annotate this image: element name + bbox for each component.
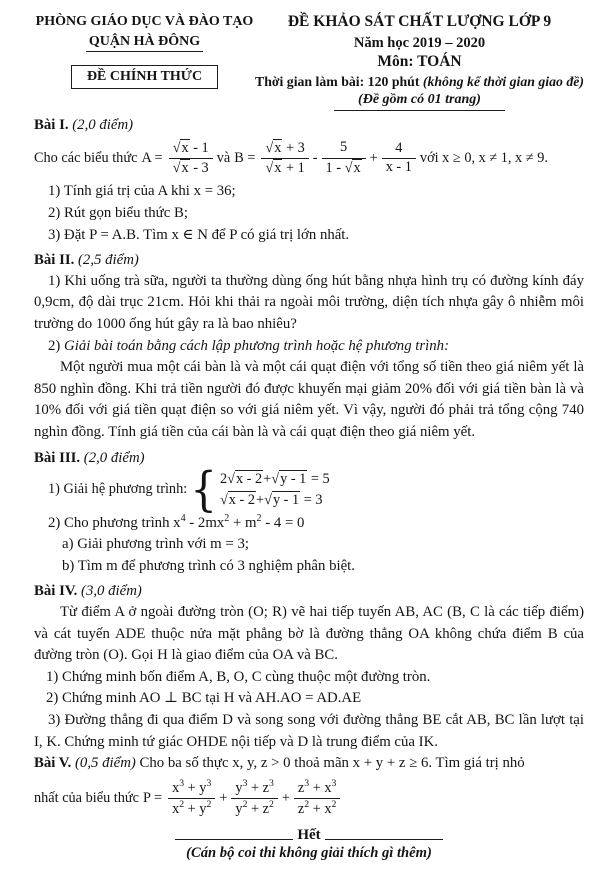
fraction-b1 xyxy=(261,139,308,179)
section-bai-4 xyxy=(34,581,584,753)
section-heading-bai1 xyxy=(34,115,584,136)
bai5-continuation-text: nhất của biểu thức xyxy=(34,789,140,806)
section-points: (2,0 điểm) xyxy=(83,449,145,466)
bai5-intro-text: Cho ba số thực x, y, z > 0 thoả mãn x + y + z ≥ 6. Tìm giá trị nhỏ xyxy=(139,755,525,772)
end-word: Hết xyxy=(297,827,321,843)
plus-operator: + xyxy=(281,789,290,806)
bai3-item-1-label: 1) Giải hệ phương trình: xyxy=(48,481,188,498)
end-rule-right xyxy=(325,839,443,840)
expr-a-label: A = xyxy=(141,149,163,166)
bai5-intro-line xyxy=(34,753,584,775)
bai4-intro: Từ điểm A ở ngoài đường tròn (O; R) vẽ hai tiếp tuyến AB, AC (B, C là các tiếp điểm) và cát tuyến ADE thuộc nửa mặt phẳng bờ là đường thẳng OA không chứa điểm B của đường tròn (O). Gọi H là giao điểm của OA và BC. xyxy=(34,604,584,664)
system-equations xyxy=(220,470,330,509)
fraction-b2-numerator: 5 xyxy=(322,139,366,159)
section-label: Bài IV. xyxy=(34,583,78,600)
section-label: Bài I. xyxy=(34,116,69,133)
bai4-item-3: 3) Đường thẳng đi qua điểm D và song song với đường thẳng BE cắt AB, BC lần lượt tại I, K. Chứng minh tứ giác OHDE nội tiếp và D là trung điểm của IK. xyxy=(34,711,584,750)
section-heading-bai3 xyxy=(34,448,584,469)
bai2-item-1: 1) Khi uống trà sữa, người ta thường dùng ống hút bằng nhựa hình trụ có đường kính đáy 0,9cm, độ dài trục 21cm. Hỏi khi thải ra ngoài môi trường, diện tích nhựa gây ô nhiễm môi trường do 1000 ống hút gây ra là bao nhiêu? xyxy=(34,272,584,333)
fraction-p1 xyxy=(168,778,215,819)
fraction-p2-denominator: $y^2 + z^2$ xyxy=(235,799,274,818)
bai3-item-2: 2) Cho phương trình $x^4 - 2mx^2 + m^2 - 4 = 0$ xyxy=(48,512,305,531)
issuer-line2: QUẬN HÀ ĐÔNG xyxy=(86,34,203,52)
minus-operator: - xyxy=(312,149,318,166)
bai1-item-2: 2) Rút gọn biểu thức B; xyxy=(48,204,188,221)
and-word: và xyxy=(216,149,231,166)
bai1-item-1: 1) Tính giá trị của A khi x = 36; xyxy=(48,183,236,200)
fraction-b3-denominator: x - 1 xyxy=(385,159,412,176)
domain-condition: với x ≥ 0, x ≠ 1, x ≠ 9. xyxy=(419,149,548,166)
section-points: (0,5 điểm) xyxy=(75,755,136,772)
bai5-formula-line xyxy=(34,778,584,819)
bai4-item-1: 1) Chứng minh bốn điểm A, B, O, C cùng thuộc một đường tròn. xyxy=(46,668,431,685)
section-label: Bài III. xyxy=(34,449,81,466)
fraction-b3 xyxy=(382,140,416,178)
end-of-exam-line xyxy=(34,827,584,844)
system-equation-1: 2√x - 2+√y - 1 = 5 xyxy=(219,471,330,488)
plus-operator: + xyxy=(219,789,228,806)
bai3-item-2a: a) Giải phương trình với m = 3; xyxy=(62,536,249,553)
bai1-item-3: 3) Đặt P = A.B. Tìm x ∈ N để P có giá trị lớn nhất. xyxy=(48,226,350,243)
fraction-p1-numerator: $x^3 + y^3$ xyxy=(168,778,215,800)
system-equation-2: √x - 2+√y - 1 = 3 xyxy=(219,492,323,509)
fraction-a-denominator: √x - 3 xyxy=(172,160,209,177)
section-points: (2,5 điểm) xyxy=(78,252,139,269)
bai3-system-line xyxy=(48,462,584,517)
fraction-a-numerator: √x - 1 xyxy=(169,139,213,160)
section-heading-bai4 xyxy=(34,581,584,602)
bai2-item-2-title xyxy=(34,336,584,358)
fraction-b3-numerator: 4 xyxy=(382,140,416,160)
plus-operator: + xyxy=(369,149,378,166)
fraction-b2-denominator: 1 - √x xyxy=(325,159,361,176)
duration-text: Thời gian làm bài: 120 phút xyxy=(255,73,420,89)
bai2-item-2-body: Một người mua một cái bàn là và một cái quạt điện với tổng số tiền theo giá niêm yết là 850 nghìn đồng. Khi trả tiền người đó được khuyến mại giảm 20% đối với giá tiền bàn là và 10% đối với giá tiền quạt điện so với giá niêm yết. Vì vậy, người đó phải trả tổng cộng 740 nghìn đồng. Tính giá tiền của cái bàn là và cái quạt điện theo giá niêm yết. xyxy=(34,359,584,440)
left-brace-glyph: { xyxy=(190,462,217,517)
fraction-p3 xyxy=(294,778,340,819)
section-bai-2 xyxy=(34,250,584,443)
fraction-p3-numerator: $z^3 + x^3$ xyxy=(294,778,340,800)
fraction-p3-denominator: $z^2 + x^2$ xyxy=(297,799,337,818)
section-bai-1 xyxy=(34,115,584,246)
bai2-item-2-instruction: Giải bài toán bằng cách lập phương trình hoặc hệ phương trình: xyxy=(64,337,450,354)
fraction-p1-denominator: $x^2 + y^2$ xyxy=(172,799,212,818)
end-rule-left xyxy=(175,839,293,840)
section-bai-5 xyxy=(34,753,584,819)
official-exam-box: ĐỀ CHÍNH THỨC xyxy=(71,65,218,89)
section-bai-3 xyxy=(34,448,584,578)
proctor-note: (Cán bộ coi thi không giải thích gì thêm) xyxy=(186,845,432,861)
fraction-b1-denominator: √x + 1 xyxy=(265,160,305,177)
school-year: Năm học 2019 – 2020 xyxy=(353,34,486,51)
fraction-b2 xyxy=(322,139,366,178)
exam-title-block xyxy=(255,12,584,111)
section-points: (3,0 điểm) xyxy=(81,583,142,600)
expr-b-label: B = xyxy=(234,149,256,166)
bai2-item-2-number: 2) xyxy=(48,337,61,354)
fraction-b1-numerator: √x + 3 xyxy=(261,139,308,160)
issuer-block xyxy=(34,12,255,89)
page-count-note: (Đề gồm có 01 trang) xyxy=(334,91,505,111)
issuer-line1: PHÒNG GIÁO DỤC VÀ ĐÀO TẠO xyxy=(35,14,254,29)
bai3-item-2b: b) Tìm m để phương trình có 3 nghiệm phân biệt. xyxy=(62,557,355,574)
duration-note: (không kể thời gian giao đề) xyxy=(422,73,584,89)
exam-title: ĐỀ KHẢO SÁT CHẤT LƯỢNG LỚP 9 xyxy=(287,13,552,30)
fraction-a xyxy=(169,139,213,179)
fraction-p2-numerator: $y^3 + z^3$ xyxy=(231,778,277,800)
expr-p-label: P = xyxy=(143,789,163,806)
section-label: Bài V. xyxy=(34,755,72,772)
fraction-p2 xyxy=(231,778,277,819)
subject-line: Môn: TOÁN xyxy=(377,52,462,70)
section-heading-bai2 xyxy=(34,250,584,271)
bai1-formula-line xyxy=(34,139,584,179)
duration-line xyxy=(255,74,584,90)
section-points: (2,0 điểm) xyxy=(72,116,134,133)
bai4-item-2: 2) Chứng minh AO ⊥ BC tại H và AH.AO = AD.AE xyxy=(46,690,362,707)
section-label: Bài II. xyxy=(34,252,75,269)
bai1-intro-text: Cho các biểu thức xyxy=(34,149,138,166)
header xyxy=(34,12,584,111)
